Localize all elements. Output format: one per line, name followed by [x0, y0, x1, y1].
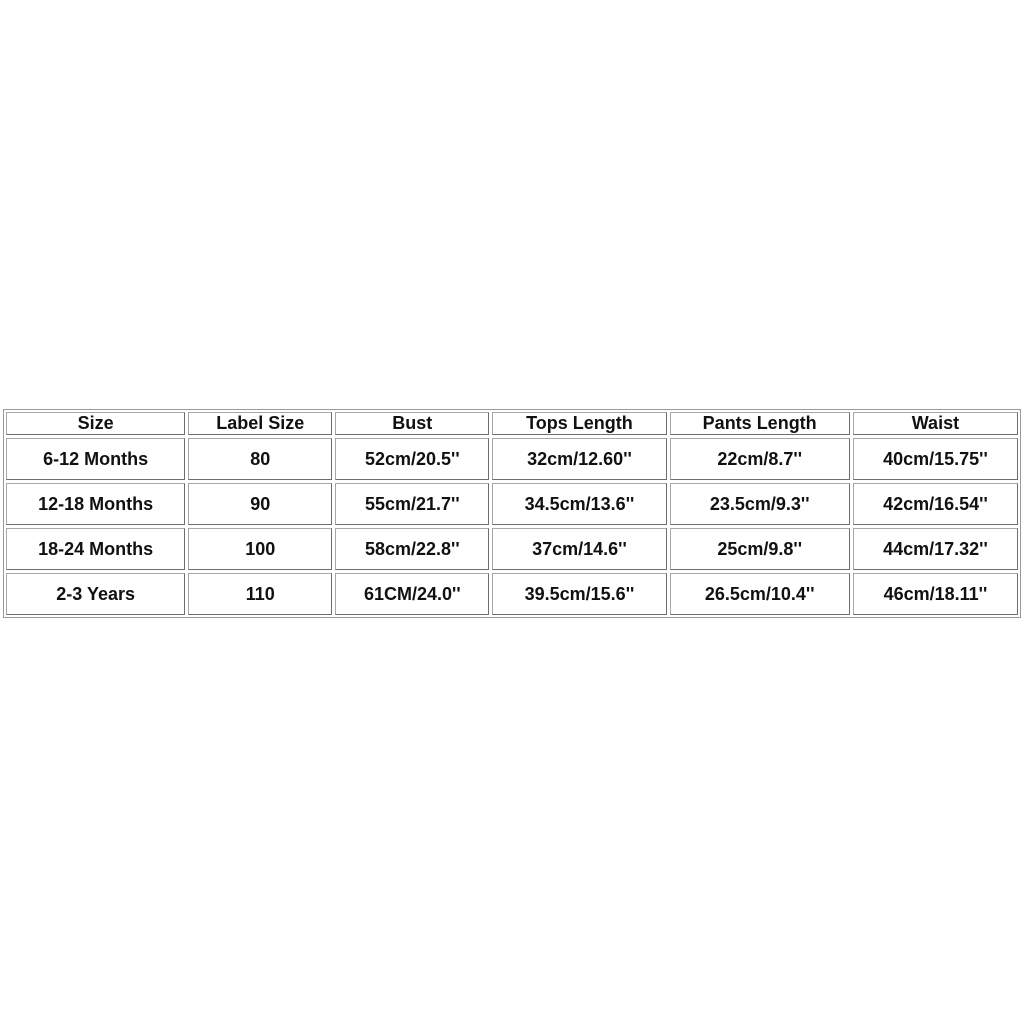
cell-bust: 58cm/22.8'': [335, 528, 489, 570]
cell-bust: 61CM/24.0'': [335, 573, 489, 615]
cell-size: 18-24 Months: [6, 528, 185, 570]
cell-waist: 46cm/18.11'': [853, 573, 1018, 615]
cell-pants-length: 26.5cm/10.4'': [670, 573, 850, 615]
cell-waist: 40cm/15.75'': [853, 438, 1018, 480]
cell-waist: 42cm/16.54'': [853, 483, 1018, 525]
size-chart-table: [3, 409, 1021, 618]
cell-size: 2-3 Years: [6, 573, 185, 615]
cell-tops-length: 39.5cm/15.6'': [492, 573, 666, 615]
size-chart-table-frame: [3, 409, 1021, 618]
header-tops-length: Tops Length: [492, 412, 666, 435]
table-row: [6, 528, 1018, 570]
cell-bust: 55cm/21.7'': [335, 483, 489, 525]
cell-bust: 52cm/20.5'': [335, 438, 489, 480]
cell-label-size: 110: [188, 573, 332, 615]
header-bust: Bust: [335, 412, 489, 435]
table-header-row: [6, 412, 1018, 435]
cell-tops-length: 32cm/12.60'': [492, 438, 666, 480]
cell-waist: 44cm/17.32'': [853, 528, 1018, 570]
cell-tops-length: 34.5cm/13.6'': [492, 483, 666, 525]
cell-pants-length: 23.5cm/9.3'': [670, 483, 850, 525]
header-size: Size: [6, 412, 185, 435]
cell-pants-length: 25cm/9.8'': [670, 528, 850, 570]
cell-pants-length: 22cm/8.7'': [670, 438, 850, 480]
cell-label-size: 80: [188, 438, 332, 480]
header-waist: Waist: [853, 412, 1018, 435]
cell-label-size: 100: [188, 528, 332, 570]
cell-size: 6-12 Months: [6, 438, 185, 480]
cell-label-size: 90: [188, 483, 332, 525]
header-pants-length: Pants Length: [670, 412, 850, 435]
cell-tops-length: 37cm/14.6'': [492, 528, 666, 570]
table-row: [6, 483, 1018, 525]
cell-size: 12-18 Months: [6, 483, 185, 525]
table-row: [6, 573, 1018, 615]
header-label-size: Label Size: [188, 412, 332, 435]
table-row: [6, 438, 1018, 480]
